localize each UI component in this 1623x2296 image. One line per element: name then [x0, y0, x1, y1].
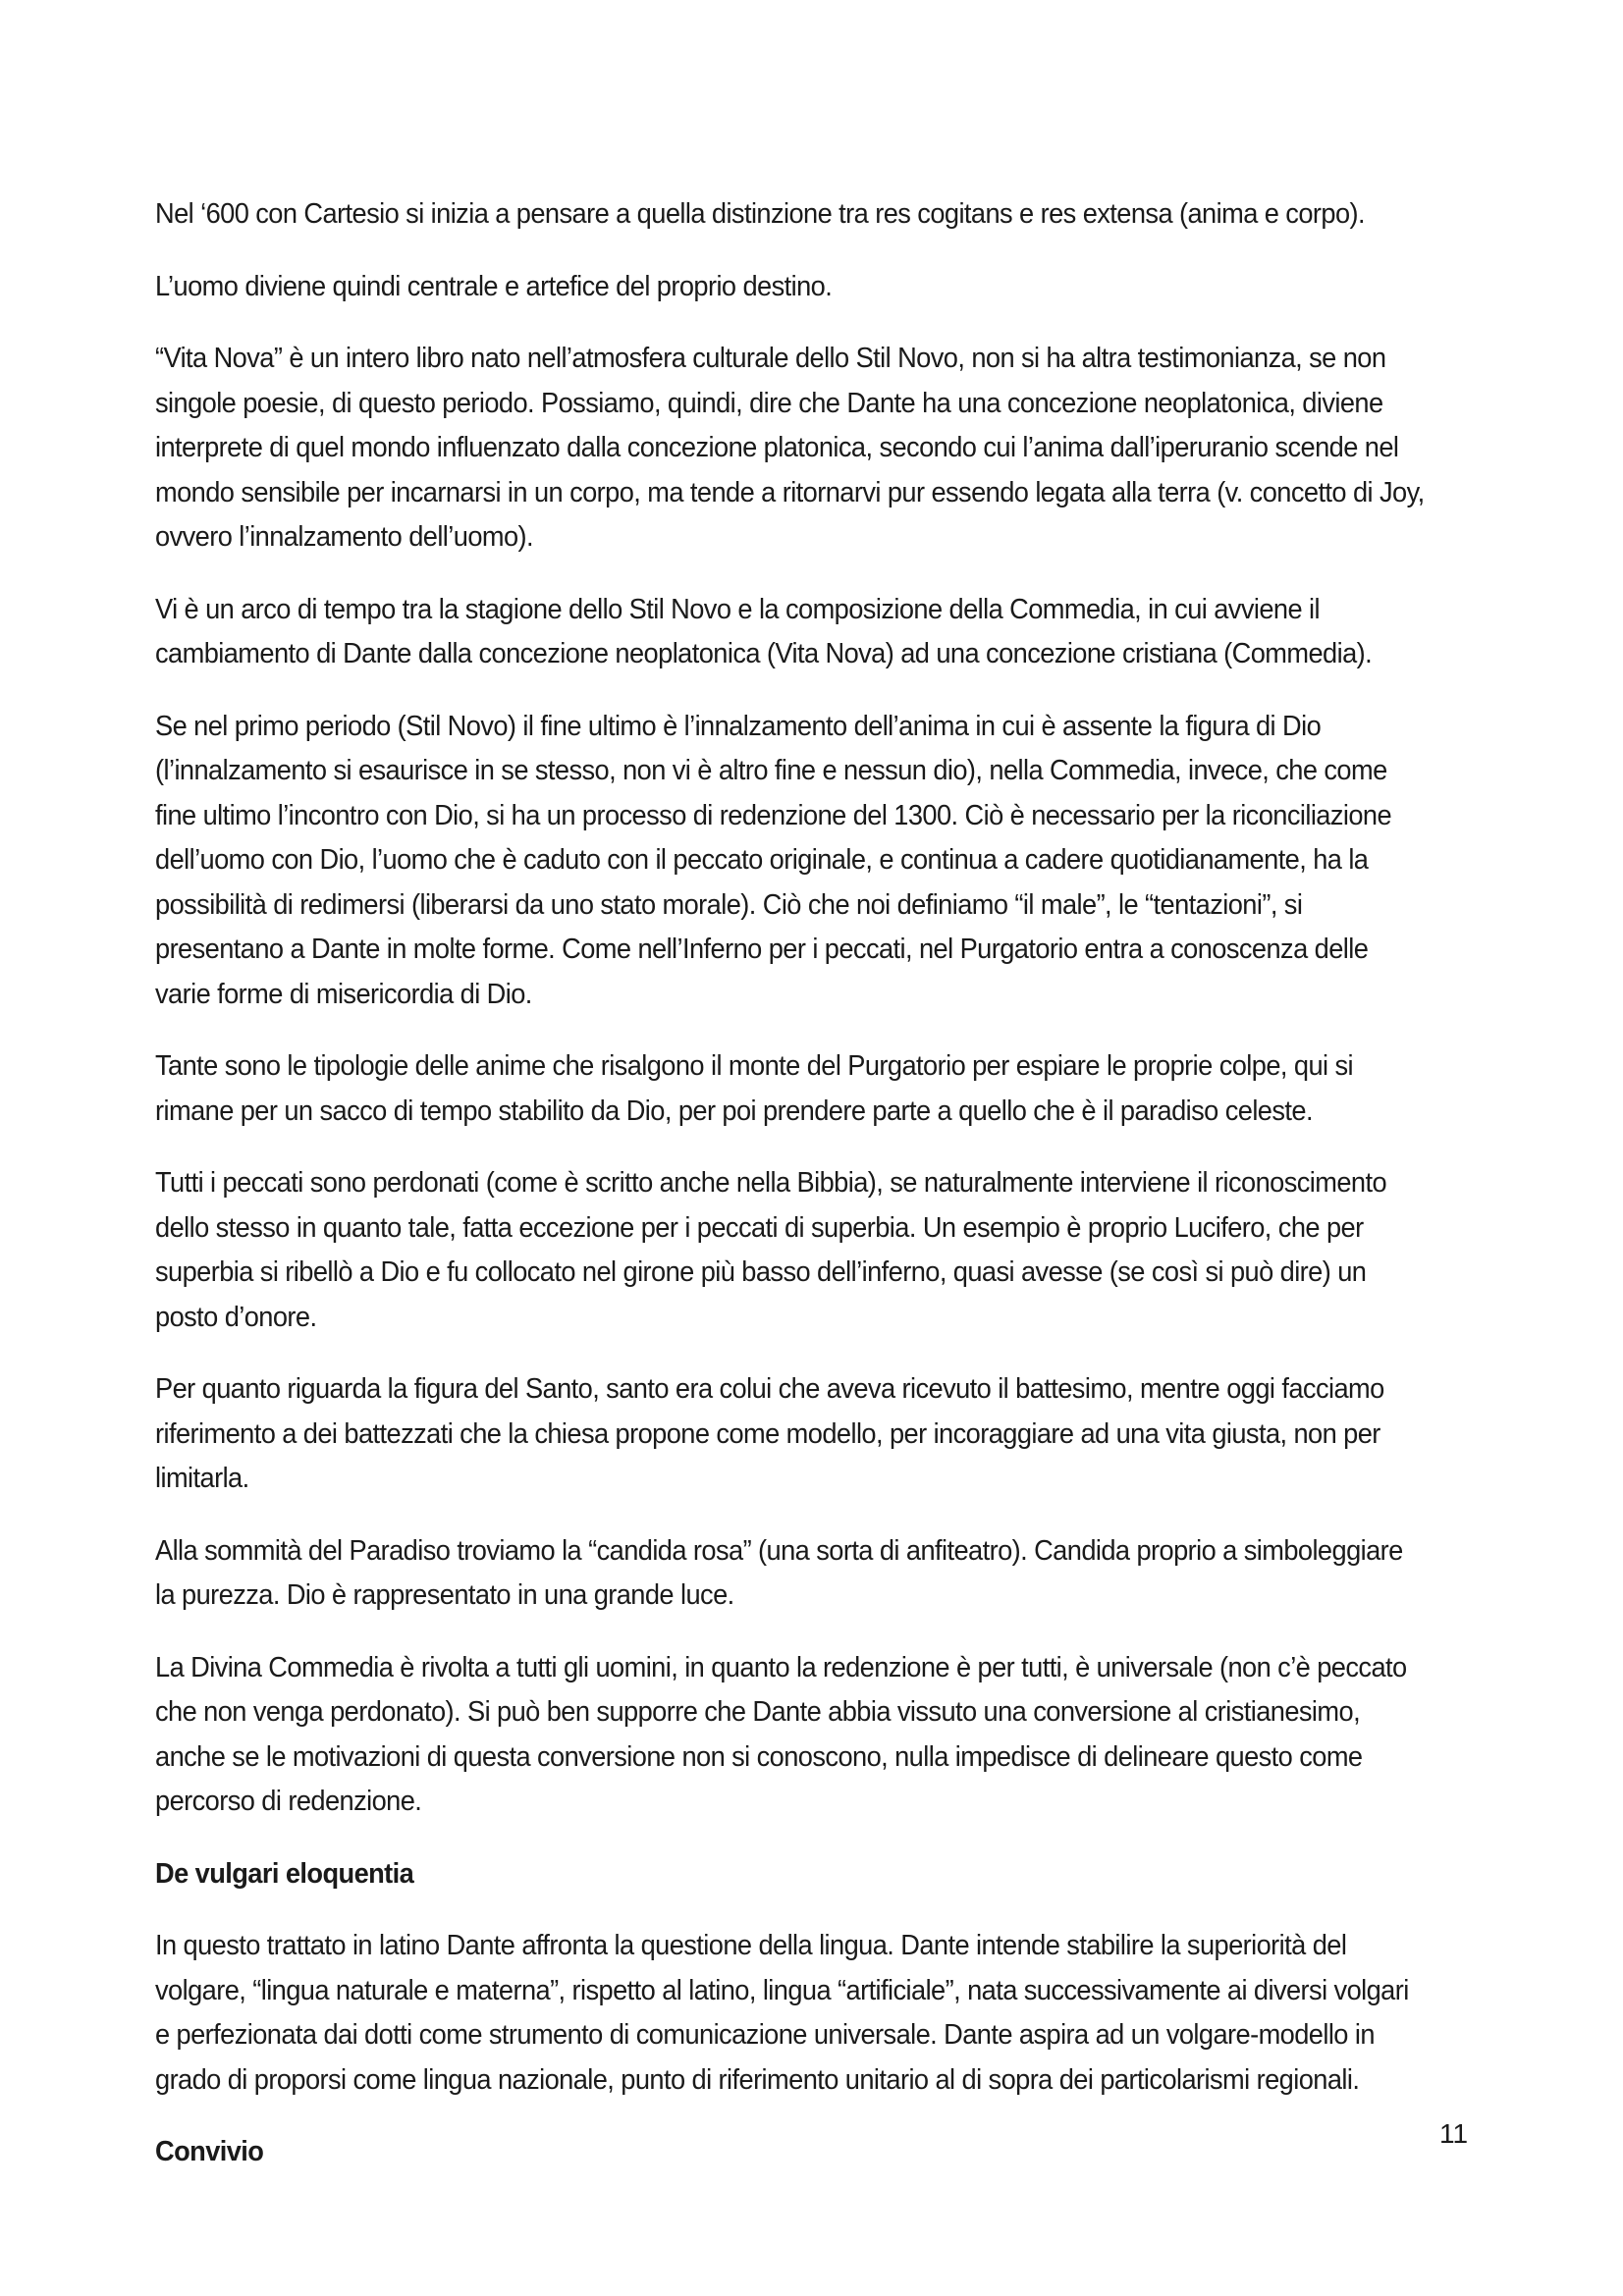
- paragraph-stil-novo-commedia: Se nel primo periodo (Stil Novo) il fine ultimo è l’innalzamento dell’anima in cui è assente la figura di Dio (l’innalzamento si esaurisce in se stesso, non vi è altro fine e nessun dio), nella Commedia, invece, che come fine ultimo l’incontro con Dio, si ha un processo di redenzione del 1300. Ciò è necessario per la riconciliazione dell’uomo con Dio, l’uomo che è caduto con il peccato originale, e continua a cadere quotidianamente, ha la possibilità di redimersi (liberarsi da uno stato morale). Ciò che noi definiamo “il male”, le “tentazioni”, si presentano a Dante in molte forme. Come nell’Inferno per i peccati, nel Purgatorio entra a conoscenza delle varie forme di misericordia di Dio.: [155, 710, 1392, 1010]
- paragraph-de-vulgari-eloquentia: In questo trattato in latino Dante affronta la questione della lingua. Dante intende stabilire la superiorità del volgare, “lingua naturale e materna”, rispetto al latino, lingua “artificiale”, nata successivamente ai diversi volgari e perfezionata dai dotti come strumento di comunicazione universale. Dante aspira ad un volgare-modello in grado di proporsi come lingua nazionale, punto di riferimento unitario al di sopra dei particolarismi regionali.: [155, 1930, 1409, 2096]
- paragraph-arco-di-tempo: Vi è un arco di tempo tra la stagione dello Stil Novo e la composizione della Commedia, in cui avviene il cambiamento di Dante dalla concezione neoplatonica (Vita Nova) ad una concezione cristiana (Commedia).: [155, 593, 1373, 669]
- paragraph-uomo-centrale: L’uomo diviene quindi centrale e artefice del proprio destino.: [155, 270, 833, 302]
- heading-convivio: Convivio: [155, 2136, 264, 2167]
- paragraph-tipologie-anime: Tante sono le tipologie delle anime che risalgono il monte del Purgatorio per espiare le proprie colpe, qui si rimane per un sacco di tempo stabilito da Dio, per poi prendere parte a quello che è il paradiso celeste.: [155, 1050, 1353, 1127]
- page-body: [155, 192, 1426, 2203]
- page-number: 11: [1439, 2118, 1469, 2149]
- paragraph-figura-santo: Per quanto riguarda la figura del Santo, santo era colui che aveva ricevuto il battesimo, mentre oggi facciamo riferimento a dei battezzati che la chiesa propone come modello, per incoraggiare ad una vita giusta, non per limitarla.: [155, 1373, 1384, 1494]
- paragraph-divina-commedia: La Divina Commedia è rivolta a tutti gli uomini, in quanto la redenzione è per tutti, è universale (non c’è peccato che non venga perdonato). Si può ben supporre che Dante abbia vissuto una conversione al cristianesimo, anche se le motivazioni di questa conversione non si conoscono, nulla impedisce di delineare questo come percorso di redenzione.: [155, 1651, 1407, 1817]
- heading-de-vulgari-eloquentia: De vulgari eloquentia: [155, 1857, 414, 1890]
- paragraph-cartesio: Nel ‘600 con Cartesio si inizia a pensare a quella distinzione tra res cogitans e res extensa (anima e corpo).: [155, 198, 1366, 230]
- paragraph-peccati-perdonati: Tutti i peccati sono perdonati (come è scritto anche nella Bibbia), se naturalmente interviene il riconoscimento dello stesso in quanto tale, fatta eccezione per i peccati di superbia. Un esempio è proprio Lucifero, che per superbia si ribellò a Dio e fu collocato nel girone più basso dell’inferno, quasi avesse (se così si può dire) un posto d’onore.: [155, 1167, 1387, 1333]
- paragraph-candida-rosa: Alla sommità del Paradiso troviamo la “candida rosa” (una sorta di anfiteatro). Candida proprio a simboleggiare la purezza. Dio è rappresentato in una grande luce.: [155, 1534, 1403, 1611]
- paragraph-vita-nova: “Vita Nova” è un intero libro nato nell’atmosfera culturale dello Stil Novo, non si ha altra testimonianza, se non singole poesie, di questo periodo. Possiamo, quindi, dire che Dante ha una concezione neoplatonica, diviene interprete di quel mondo influenzato dalla concezione platonica, secondo cui l’anima dall’iperuranio scende nel mondo sensibile per incarnarsi in un corpo, ma tende a ritornarvi pur essendo legata alla terra (v. concetto di Joy, ovvero l’innalzamento dell’uomo).: [155, 343, 1425, 553]
